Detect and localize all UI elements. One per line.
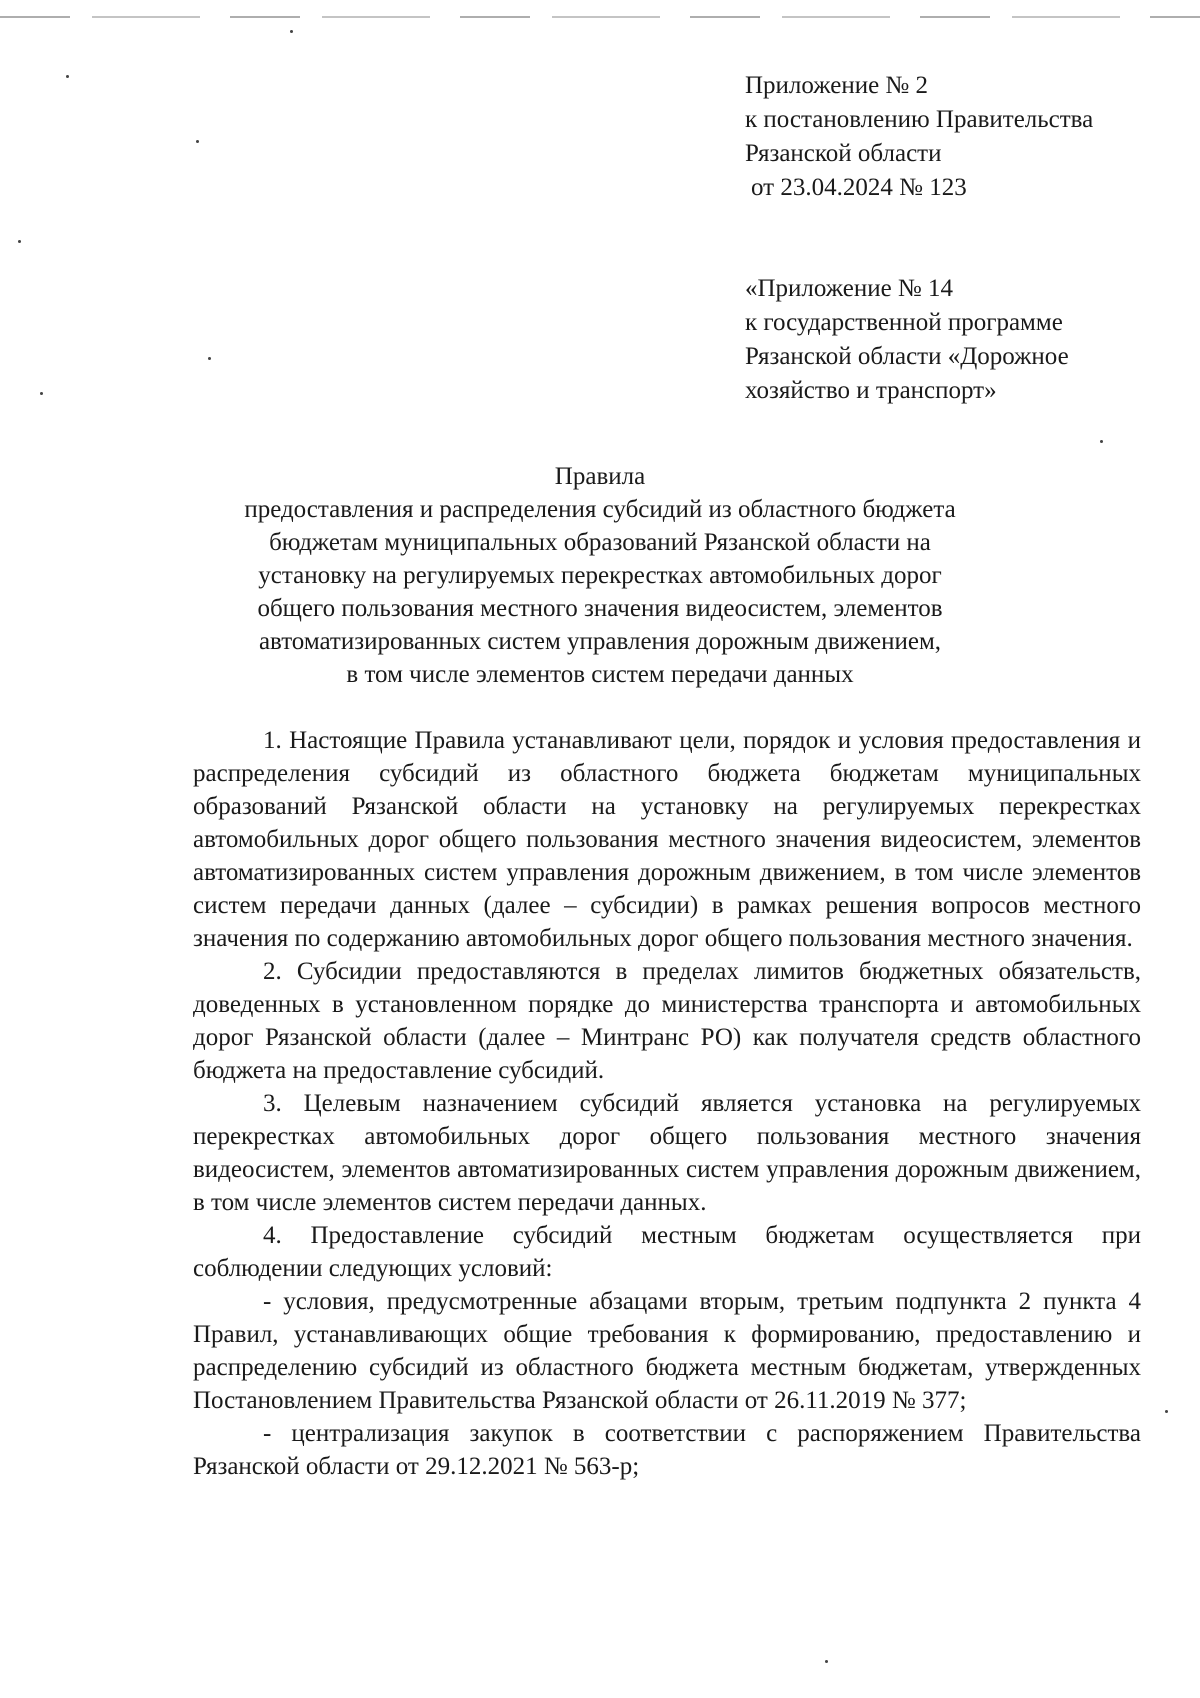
paragraph-3: 3. Целевым назначением субсидий является установка на регулируемых перекрестках автомобильных дорог общего пользования местного значения видеосистем, элементов автоматизированных систем управления дорожным движением, в том числе элементов систем передачи данных.	[193, 1090, 1141, 1216]
title-line: общего пользования местного значения видеосистем, элементов	[257, 595, 943, 622]
scan-speck	[40, 392, 43, 395]
title-line: бюджетам муниципальных образований Рязанской области на	[269, 529, 931, 556]
document-body	[193, 724, 1141, 1483]
scan-speck	[1165, 1410, 1168, 1413]
condition-item-2: - централизация закупок в соответствии с распоряжением Правительства Рязанской области от 29.12.2021 № 563-р;	[193, 1420, 1141, 1480]
title-line: в том числе элементов систем передачи данных	[346, 661, 854, 688]
scan-speck	[290, 30, 293, 33]
scan-speck	[1100, 440, 1103, 443]
document-title	[150, 460, 1050, 691]
approval-block-2	[745, 272, 1185, 408]
approval-1-line: Приложение № 2	[745, 72, 929, 99]
title-line: предоставления и распределения субсидий из областного бюджета	[244, 496, 956, 523]
title-line: автоматизированных систем управления дорожным движением,	[258, 628, 942, 655]
approval-1-line: Рязанской области	[745, 140, 942, 167]
scan-speck	[196, 140, 199, 143]
title-heading: Правила	[554, 463, 646, 490]
approval-1-date: от 23.04.2024 № 123	[751, 174, 967, 201]
scan-speck	[18, 240, 21, 243]
approval-1-line: к постановлению Правительства	[745, 106, 1094, 133]
approval-2-line: к государственной программе	[745, 309, 1063, 336]
scan-speck	[66, 75, 69, 78]
approval-2-line: хозяйство и транспорт»	[745, 377, 997, 404]
approval-2-line: «Приложение № 14	[745, 275, 954, 302]
paragraph-2: 2. Субсидии предоставляются в пределах лимитов бюджетных обязательств, доведенных в установленном порядке до министерства транспорта и автомобильных дорог Рязанской области (далее – Минтранс РО) как получателя средств областного бюджета на предоставление субсидий.	[193, 958, 1141, 1084]
scan-speck	[825, 1660, 828, 1663]
approval-block-1	[745, 69, 1185, 205]
condition-item-1: - условия, предусмотренные абзацами вторым, третьим подпункта 2 пункта 4 Правил, устанавливающих общие требования к формированию, предоставлению и распределению субсидий из областного бюджета местным бюджетам, утвержденных Постановлением Правительства Рязанской области от 26.11.2019 № 377;	[193, 1288, 1141, 1414]
approval-2-line: Рязанской области «Дорожное	[745, 343, 1069, 370]
paragraph-4: 4. Предоставление субсидий местным бюджетам осуществляется при соблюдении следующих условий:	[193, 1222, 1141, 1282]
paragraph-1: 1. Настоящие Правила устанавливают цели, порядок и условия предоставления и распределения субсидий из областного бюджета бюджетам муниципальных образований Рязанской области на установку на регулируемых перекрестках автомобильных дорог общего пользования местного значения видеосистем, элементов автоматизированных систем управления дорожным движением, в том числе элементов систем передачи данных (далее – субсидии) в рамках решения вопросов местного значения по содержанию автомобильных дорог общего пользования местного значения.	[193, 727, 1141, 952]
scan-speck	[208, 357, 211, 360]
title-line: установку на регулируемых перекрестках автомобильных дорог	[258, 562, 942, 589]
scan-artifact-line	[0, 16, 1200, 18]
